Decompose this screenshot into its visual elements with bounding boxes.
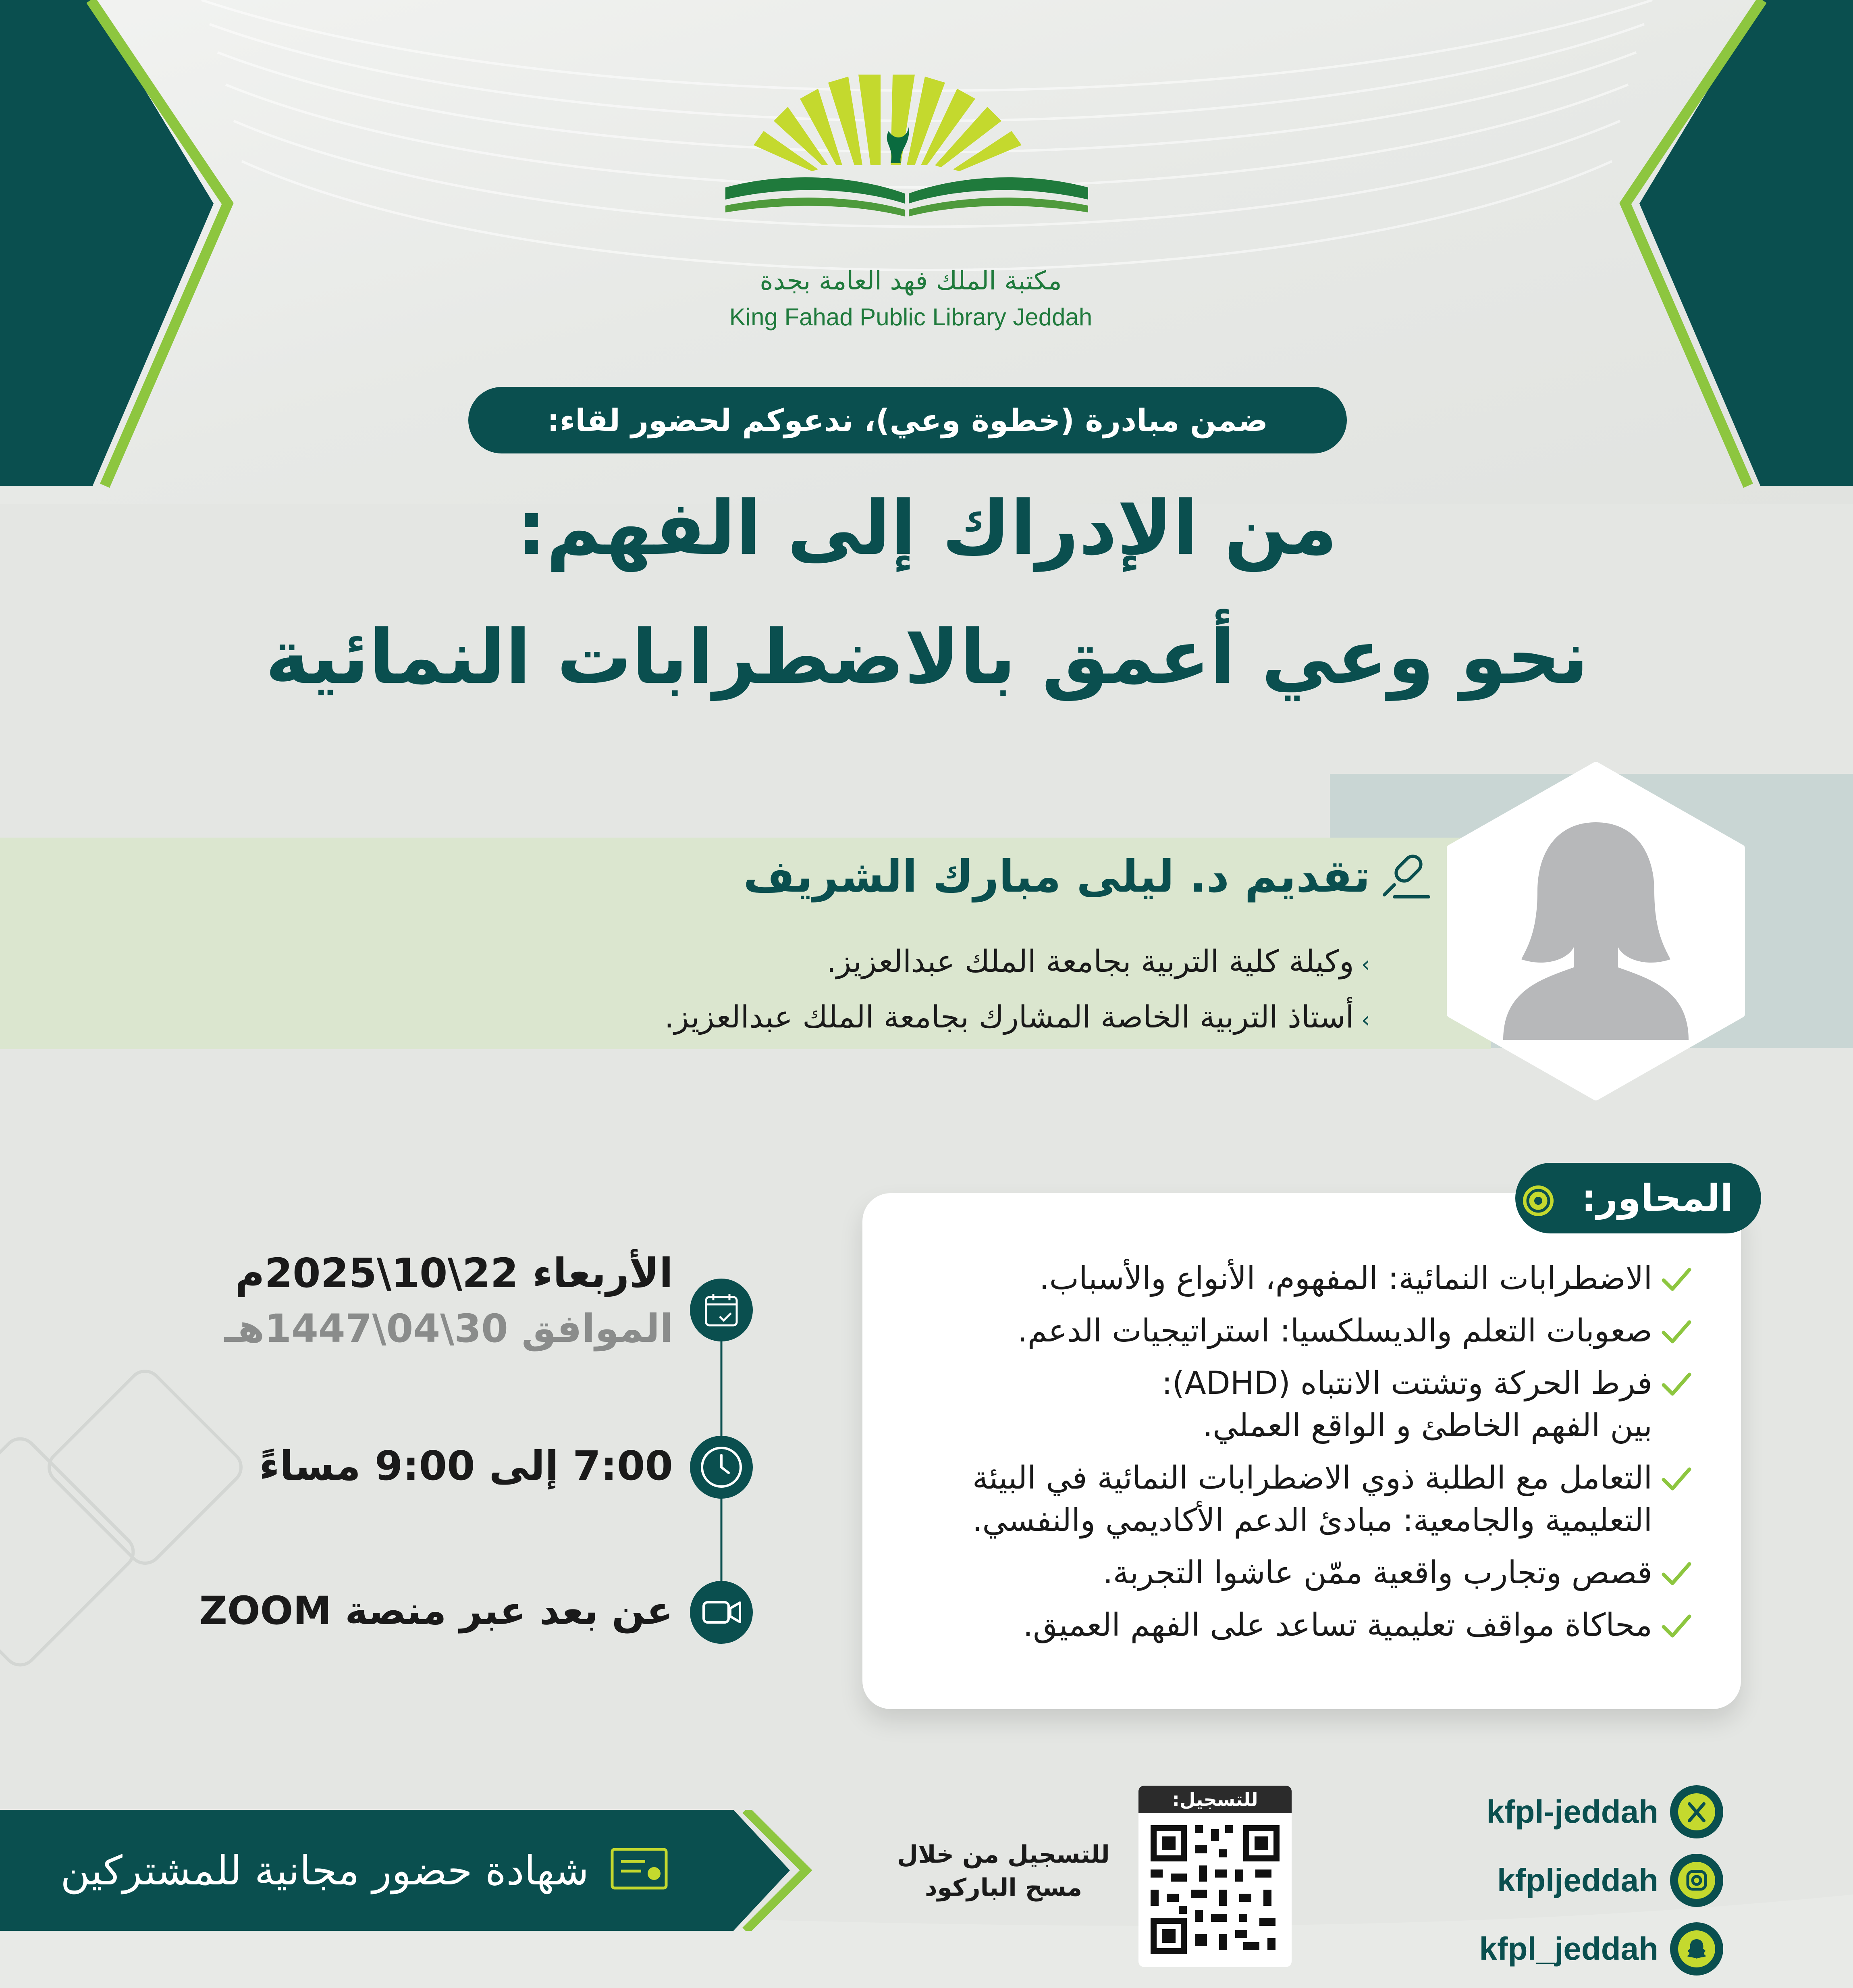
clock-icon: [690, 1436, 753, 1499]
topics-header: المحاور:: [1515, 1163, 1761, 1233]
check-icon: [1660, 1370, 1693, 1398]
topic-item: التعامل مع الطلبة ذوي الاضطرابات النمائية في البيئة التعليمية والجامعية: مبادئ الدعم الأكاديمي والنفسي.: [899, 1457, 1693, 1542]
speaker-roles: [564, 935, 1370, 1046]
intro-banner: ضمن مبادرة (خطوة وعي)، ندعوكم لحضور لقاء:: [468, 387, 1347, 453]
topic-item: الاضطرابات النمائية: المفهوم، الأنواع والأسباب.: [899, 1258, 1693, 1300]
calendar-icon: [690, 1279, 753, 1341]
speaker-name: تقديم د. ليلى مبارك الشريف: [743, 851, 1370, 902]
video-icon: [690, 1581, 753, 1644]
register-hint-line-2: مسح الباركود: [924, 1874, 1082, 1902]
x-icon: [1668, 1784, 1725, 1840]
qr-code-icon: [1138, 1813, 1292, 1966]
microphone-icon: [1378, 848, 1435, 905]
organization-name-ar: مكتبة الملك فهد العامة بجدة: [760, 266, 1062, 296]
speaker-role-item: › أستاذ التربية الخاصة المشارك بجامعة الملك عبدالعزيز.: [664, 999, 1370, 1035]
topic-item: صعوبات التعلم والديسلكسيا: استراتيجيات الدعم.: [899, 1310, 1693, 1352]
topic-item: محاكاة مواقف تعليمية تساعد على الفهم العميق.: [899, 1604, 1693, 1647]
registration-qr[interactable]: [1138, 1786, 1292, 1967]
snapchat-icon: [1668, 1921, 1725, 1977]
register-hint-line-1: للتسجيل من خلال: [897, 1840, 1110, 1869]
title-line-2: نحو وعي أعمق بالاضطرابات النمائية: [265, 613, 1589, 701]
event-time: 7:00 إلى 9:00 مساءً: [259, 1442, 673, 1489]
topics-list: [899, 1258, 1693, 1647]
register-label: للتسجيل:: [1138, 1786, 1292, 1813]
certificate-icon: [609, 1846, 669, 1894]
register-hint: [879, 1838, 1128, 1904]
target-icon: [1520, 1183, 1556, 1219]
check-icon: [1660, 1317, 1693, 1345]
title-line-1: من الإدراك إلى الفهم:: [516, 485, 1338, 572]
social-item-snapchat[interactable]: kfpl_jeddah: [1451, 1917, 1725, 1981]
topic-item: قصص وتجارب واقعية ممّن عاشوا التجربة.: [899, 1552, 1693, 1594]
social-item-x[interactable]: kfpl-jeddah: [1451, 1780, 1725, 1844]
instagram-icon: [1668, 1852, 1725, 1909]
topic-item: فرط الحركة وتشتت الانتباه (ADHD): بين الفهم الخاطئ و الواقع العملي.: [899, 1362, 1693, 1447]
certificate-banner: شهادة حضور مجانية للمشتركين: [60, 1826, 713, 1915]
check-icon: [1660, 1265, 1693, 1293]
event-platform: عن بعد عبر منصة ZOOM: [199, 1588, 673, 1633]
speaker-role-item: › وكيلة كلية التربية بجامعة الملك عبدالعزيز.: [827, 943, 1370, 979]
organization-name-en: King Fahad Public Library Jeddah: [729, 304, 1093, 331]
library-logo-icon: [721, 67, 1100, 260]
social-links: [1451, 1780, 1725, 1981]
check-icon: [1660, 1559, 1693, 1587]
event-date-gregorian: الأربعاء 22\10\2025م: [235, 1250, 673, 1297]
event-date-hijri: الموافق 30\04\1447هـ: [224, 1306, 673, 1351]
speaker-avatar: [1435, 758, 1757, 1104]
social-item-instagram[interactable]: kfpljeddah: [1451, 1848, 1725, 1913]
check-icon: [1660, 1612, 1693, 1640]
check-icon: [1660, 1464, 1693, 1493]
